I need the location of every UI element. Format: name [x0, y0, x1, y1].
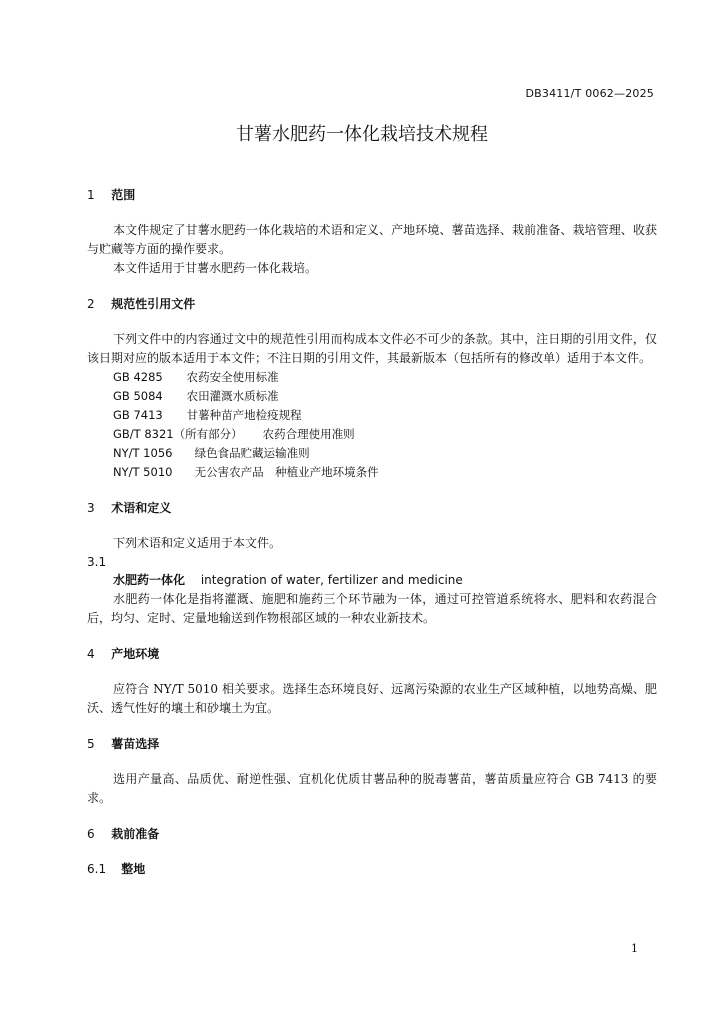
paragraph: 下列文件中的内容通过文中的规范性引用而构成本文件必不可少的条款。其中，注日期的引用文件，仅该日期对应的版本适用于本文件；不注日期的引用文件，其最新版本（包括所有的修改单）适用于本文件。: [87, 332, 657, 365]
section-title: 产地环境: [111, 647, 160, 661]
reference-item: [87, 368, 657, 387]
subsection-heading-6-1: [87, 860, 657, 878]
page-number: 1: [631, 942, 638, 955]
term-entry: [87, 571, 657, 590]
reference-name: 绿色食品贮藏运输准则: [194, 446, 310, 460]
reference-item: [87, 406, 657, 425]
section-number: 3: [87, 501, 95, 515]
reference-code: GB/T 8321（所有部分）: [113, 427, 243, 441]
section-title: 栽前准备: [111, 827, 160, 841]
section-number: 4: [87, 647, 95, 661]
section-title: 范围: [111, 188, 136, 202]
reference-name: 无公害农产品 种植业产地环境条件: [194, 465, 379, 479]
section-number: 1: [87, 188, 95, 202]
clause-number: 3.1: [87, 555, 107, 569]
reference-item: [87, 387, 657, 406]
section-title: 术语和定义: [111, 501, 172, 515]
reference-code: GB 5084: [113, 389, 163, 403]
subsection-title: 整地: [121, 862, 146, 876]
subsection-number: 6.1: [87, 862, 107, 876]
reference-code: NY/T 5010: [113, 465, 173, 479]
section-heading-2: [87, 295, 657, 313]
term-english: integration of water, fertilizer and medicine: [200, 573, 463, 587]
paragraph: 选用产量高、品质优、耐逆性强、宜机化优质甘薯品种的脱毒薯苗，薯苗质量应符合 GB 7413 的要求。: [87, 772, 657, 805]
section-title: 薯苗选择: [111, 737, 160, 751]
reference-code: GB 7413: [113, 408, 163, 422]
reference-item: [87, 425, 657, 444]
paragraph: 本文件规定了甘薯水肥药一体化栽培的术语和定义、产地环境、薯苗选择、栽前准备、栽培管理、收获与贮藏等方面的操作要求。: [87, 223, 657, 256]
section-heading-5: [87, 735, 657, 753]
reference-name: 农药安全使用标准: [186, 370, 279, 384]
reference-name: 农药合理使用准则: [262, 427, 355, 441]
paragraph: 应符合 NY/T 5010 相关要求。选择生态环境良好、远离污染源的农业生产区域种植，以地势高燥、肥沃、透气性好的壤土和砂壤土为宜。: [87, 682, 657, 715]
section-number: 2: [87, 297, 95, 311]
reference-name: 甘薯种苗产地检疫规程: [186, 408, 302, 422]
term-definition: 水肥药一体化是指将灌溉、施肥和施药三个环节融为一体，通过可控管道系统将水、肥料和农药混合后，均匀、定时、定量地输送到作物根部区域的一种农业新技术。: [87, 592, 657, 625]
section-heading-6: [87, 825, 657, 843]
section-number: 5: [87, 737, 95, 751]
section-heading-1: [87, 186, 657, 204]
document-body: [87, 186, 657, 878]
reference-item: [87, 444, 657, 463]
term-chinese: 水肥药一体化: [113, 573, 186, 587]
document-title: 甘薯水肥药一体化栽培技术规程: [236, 124, 488, 145]
section-number: 6: [87, 827, 95, 841]
paragraph: 下列术语和定义适用于本文件。: [113, 536, 282, 550]
reference-name: 农田灌溉水质标准: [186, 389, 279, 403]
reference-code: NY/T 1056: [113, 446, 173, 460]
section-title: 规范性引用文件: [111, 297, 196, 311]
reference-code: GB 4285: [113, 370, 163, 384]
section-heading-4: [87, 645, 657, 663]
paragraph: 本文件适用于甘薯水肥药一体化栽培。: [113, 261, 318, 275]
reference-item: [87, 463, 657, 482]
section-heading-3: [87, 499, 657, 517]
document-code: DB3411/T 0062—2025: [525, 87, 654, 100]
